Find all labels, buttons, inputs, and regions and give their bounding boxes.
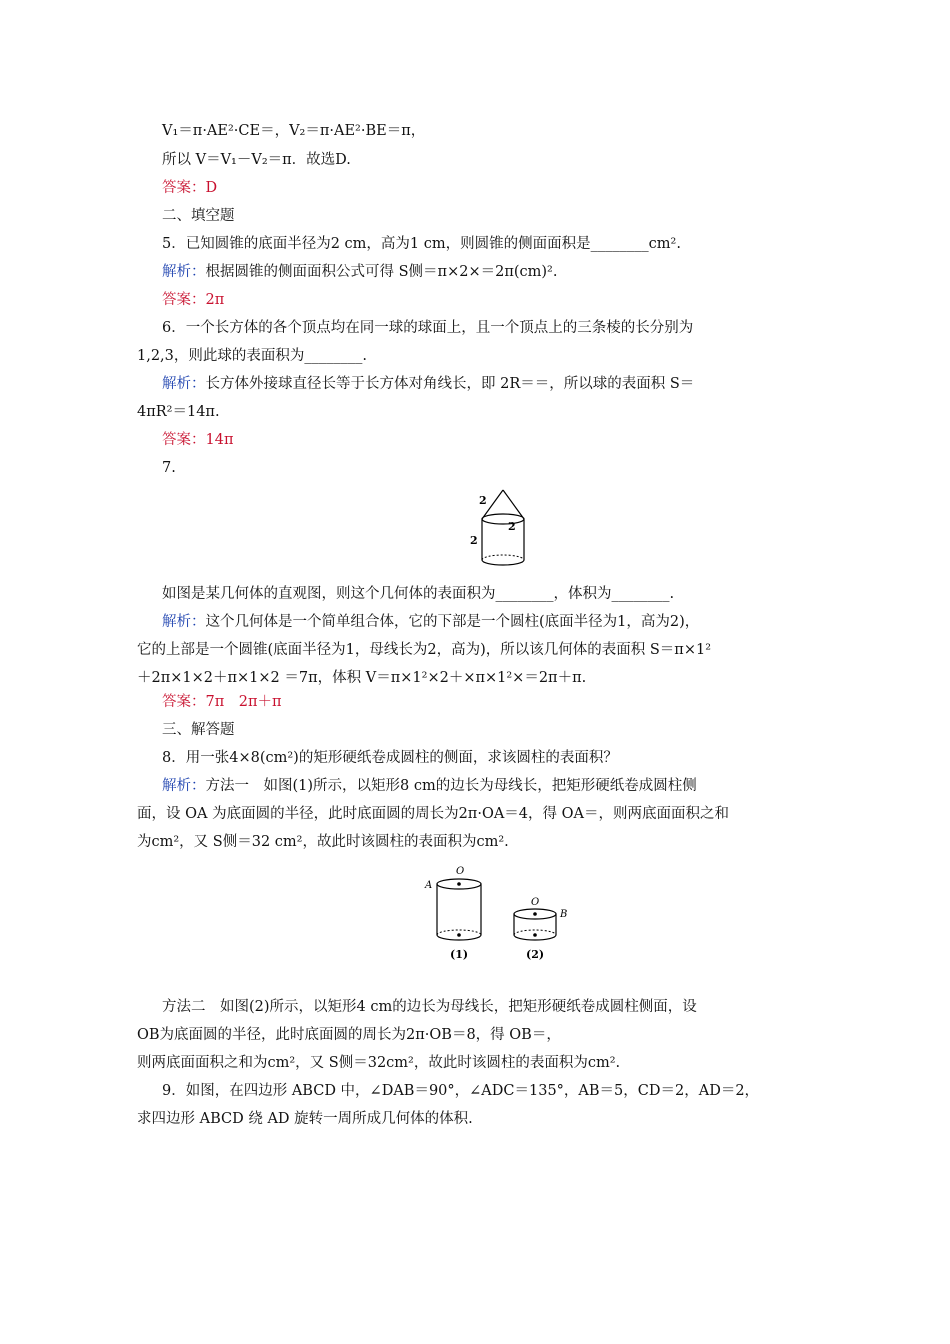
- answer-line: 答案：2π: [162, 292, 225, 308]
- fig8-label-a: A: [425, 880, 433, 891]
- question-7-text: 如图是某几何体的直观图，则这个几何体的表面积为________，体积为________.: [162, 586, 675, 602]
- text-line: 所以 V＝V₁－V₂＝π．故选D.: [162, 152, 351, 168]
- question-9-cont: 求四边形 ABCD 绕 AD 旋转一周所成几何体的体积.: [137, 1111, 473, 1127]
- fig8-label-b: B: [560, 909, 568, 920]
- text-line: OB为底面圆的半径，此时底面圆的周长为2π·OB＝8，得 OB＝，: [137, 1027, 561, 1043]
- text-line: V₁＝π·AE²·CE＝，V₂＝π·AE²·BE＝π，: [162, 123, 426, 139]
- fig8-caption-1: (1): [450, 948, 469, 961]
- answer-line: 答案：7π 2π＋π: [162, 694, 282, 710]
- question-5: 5．已知圆锥的底面半径为2 cm，高为1 cm，则圆锥的侧面面积是________cm².: [162, 236, 681, 252]
- question-8: 8．用一张4×8(cm²)的矩形硬纸卷成圆柱的侧面，求该圆柱的表面积？: [162, 750, 618, 766]
- text-line: 面，设 OA 为底面圆的半径，此时底面圆的周长为2π·OA＝4，得 OA＝，则两底面面积之和: [137, 806, 729, 822]
- text-line: 则两底面面积之和为cm²，又 S侧＝32cm²，故此时该圆柱的表面积为cm².: [137, 1055, 621, 1071]
- fig7-label-height: 2: [470, 534, 478, 547]
- answer-line: 答案：D: [162, 180, 218, 196]
- solution-line: [162, 262, 557, 282]
- solution-line: [162, 374, 694, 394]
- fig7-label-slant: 2: [508, 520, 516, 533]
- fig8-label-o1: O: [456, 866, 465, 877]
- fig8-label-o2: O: [531, 897, 540, 908]
- question-6-cont: 1,2,3，则此球的表面积为________.: [137, 348, 368, 364]
- text-line: 4πR²＝14π.: [137, 404, 220, 420]
- solution-text: 根据圆锥的侧面面积公式可得 S侧＝π×2×＝2π(cm)².: [205, 264, 558, 280]
- solution-line: [162, 612, 699, 632]
- text-line: ＋2π×1×2＋π×1×2 ＝7π，体积 V＝π×1²×2＋×π×1²×＝2π＋π.: [137, 670, 587, 686]
- solution-label: 解析：: [162, 614, 206, 630]
- solution-label: 解析：: [162, 264, 206, 280]
- section-heading: 三、解答题: [162, 722, 235, 738]
- question-6: 6．一个长方体的各个顶点均在同一球的球面上，且一个顶点上的三条棱的长分别为: [162, 320, 694, 336]
- fig7-label-cone: 2: [479, 494, 487, 507]
- solution-label: 解析：: [162, 778, 206, 794]
- solution-text: 方法一 如图(1)所示，以矩形8 cm的边长为母线长，把矩形硬纸卷成圆柱侧: [205, 778, 697, 794]
- solution-text: 长方体外接球直径长等于长方体对角线长，即 2R＝＝，所以球的表面积 S＝: [205, 376, 695, 392]
- text-line: 它的上部是一个圆锥(底面半径为1，母线长为2，高为)，所以该几何体的表面积 S＝π×1²: [137, 642, 712, 658]
- question-9: 9．如图，在四边形 ABCD 中，∠DAB＝90°，∠ADC＝135°，AB＝5，CD＝2，AD＝2，: [162, 1083, 760, 1099]
- section-heading: 二、填空题: [162, 208, 235, 224]
- fig8-caption-2: (2): [526, 948, 545, 961]
- figure-cone-cylinder: [466, 486, 536, 572]
- figure-two-cylinders: [420, 862, 580, 966]
- answer-line: 答案：14π: [162, 432, 234, 448]
- solution-label: 解析：: [162, 376, 206, 392]
- text-line: 方法二 如图(2)所示，以矩形4 cm的边长为母线长，把矩形硬纸卷成圆柱侧面，设: [162, 999, 697, 1015]
- question-7: 7.: [162, 460, 176, 476]
- text-line: 为cm²，又 S侧＝32 cm²，故此时该圆柱的表面积为cm².: [137, 834, 509, 850]
- solution-text: 这个几何体是一个简单组合体，它的下部是一个圆柱(底面半径为1，高为2)，: [205, 614, 700, 630]
- solution-line: [162, 776, 697, 796]
